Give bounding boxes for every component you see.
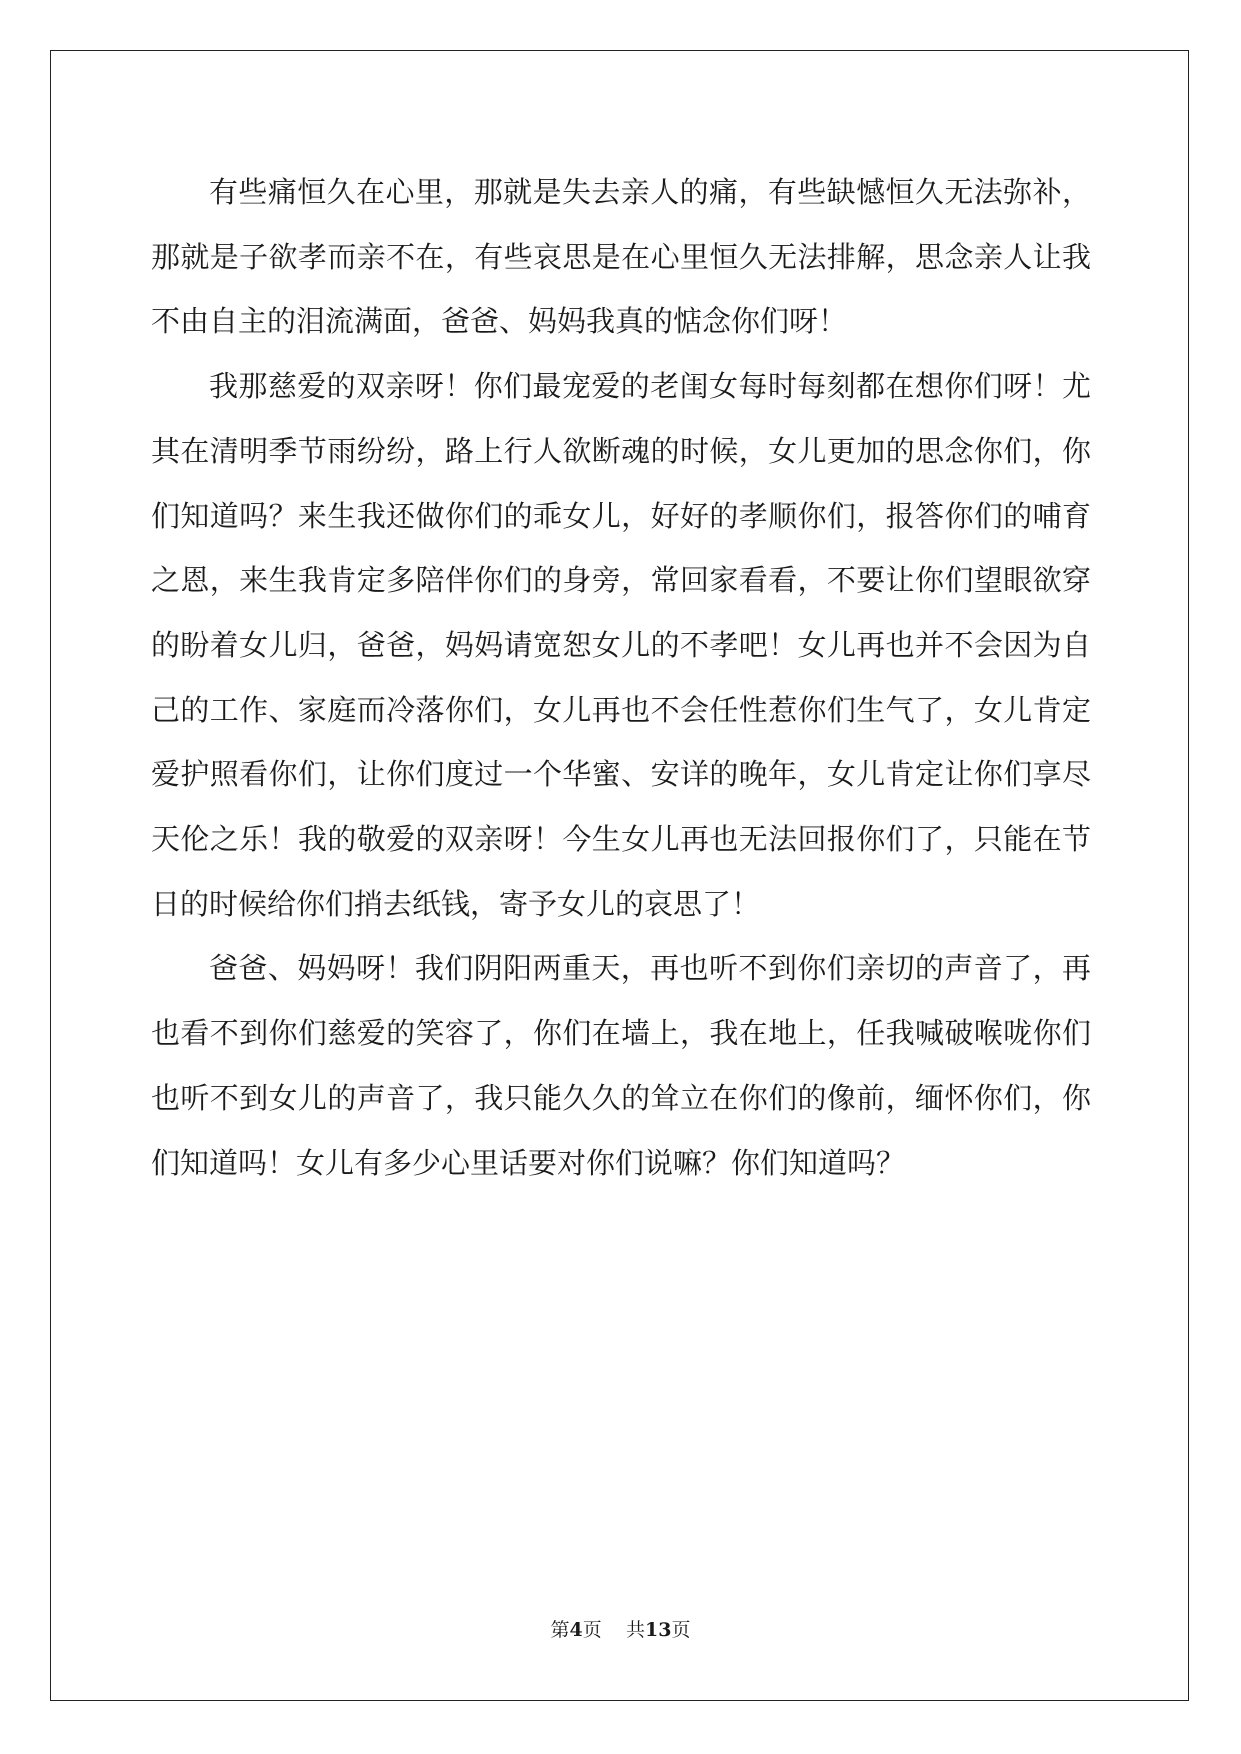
footer-page-suffix: 页 (582, 1619, 602, 1641)
footer-total-suffix: 页 (671, 1619, 691, 1641)
document-body (151, 160, 1091, 1195)
paragraph-1: 有些痛恒久在心里，那就是失去亲人的痛，有些缺憾恒久无法弥补，那就是子欲孝而亲不在，有些哀思是在心里恒久无法排解，思念亲人让我不由自主的泪流满面，爸爸、妈妈我真的惦念你们呀！ (151, 175, 1091, 339)
current-page-number: 4 (569, 1619, 583, 1641)
footer-total-prefix: 共 (625, 1619, 645, 1641)
page-footer (0, 1618, 1241, 1642)
total-pages-number: 13 (644, 1619, 672, 1641)
paragraph-3: 爸爸、妈妈呀！我们阴阳两重天，再也听不到你们亲切的声音了，再也看不到你们慈爱的笑容了，你们在墙上，我在地上，任我喊破喉咙你们也听不到女儿的声音了，我只能久久的耸立在你们的像前，缅怀你们，你们知道吗！女儿有多少心里话要对你们说嘛？你们知道吗？ (151, 951, 1091, 1180)
paragraph-2: 我那慈爱的双亲呀！你们最宠爱的老闺女每时每刻都在想你们呀！尤其在清明季节雨纷纷，路上行人欲断魂的时候，女儿更加的思念你们，你们知道吗？来生我还做你们的乖女儿，好好的孝顺你们，报答你们的哺育之恩，来生我肯定多陪伴你们的身旁，常回家看看，不要让你们望眼欲穿的盼着女儿归，爸爸，妈妈请宽恕女儿的不孝吧！女儿再也并不会因为自己的工作、家庭而冷落你们，女儿再也不会任性惹你们生气了，女儿肯定爱护照看你们，让你们度过一个华蜜、安详的晚年，女儿肯定让你们享尽天伦之乐！我的敬爱的双亲呀！今生女儿再也无法回报你们了，只能在节日的时候给你们捎去纸钱，寄予女儿的哀思了！ (151, 369, 1091, 921)
footer-prefix: 第 (550, 1619, 570, 1641)
